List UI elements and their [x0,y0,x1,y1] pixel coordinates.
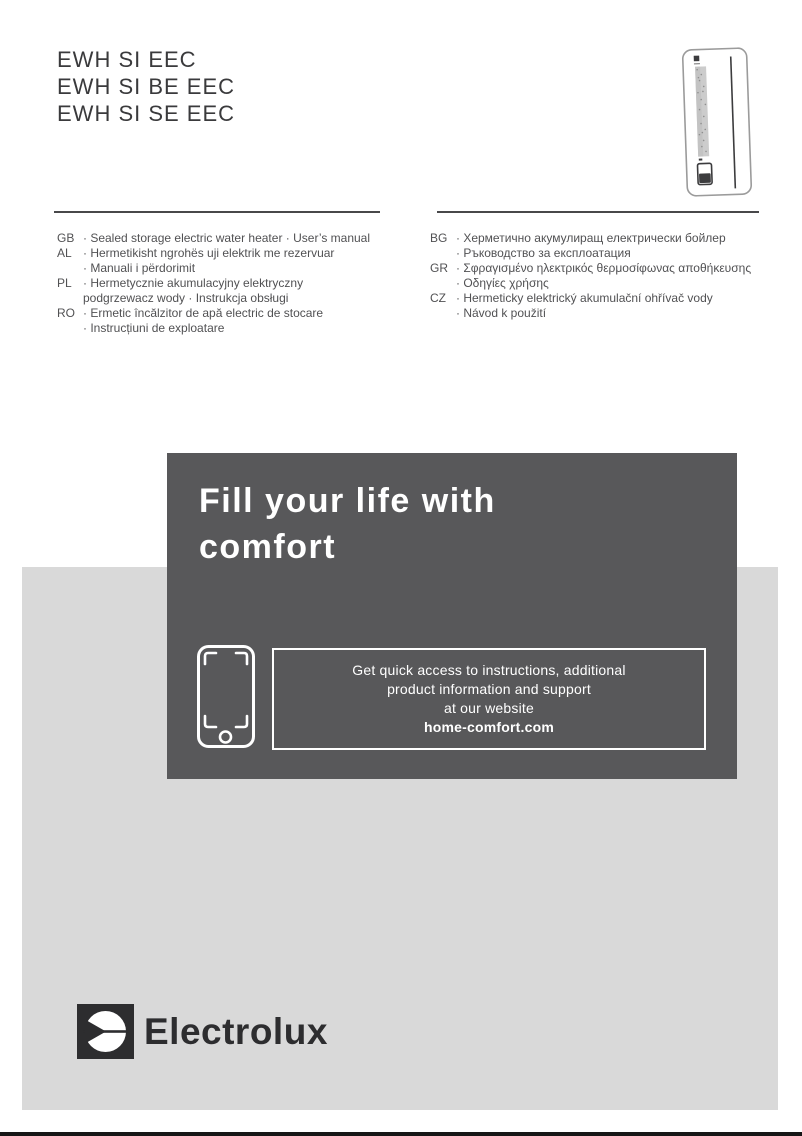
banner-heading-line2: comfort [199,528,337,566]
model-title: EWH SI EEC [57,47,197,72]
language-row-cz [430,291,778,321]
language-line: · Hermeticky elektrický akumulační ohřívač vody [456,291,713,305]
water-heater-illustration [678,44,756,205]
info-line: product information and support [387,681,591,697]
language-row-gb [57,231,397,246]
info-line: at our website [444,700,534,716]
language-line: · Hermetycznie akumulacyjny elektryczny [83,276,304,290]
model-title: EWH SI SE EEC [57,101,236,126]
language-line: · Návod k použití [456,306,547,320]
language-row-al [57,246,397,276]
language-code: GR [430,261,448,275]
language-line: · Instrucțiuni de exploatare [83,321,225,335]
language-row-ro [57,306,397,336]
language-code: CZ [430,291,446,305]
banner-heading-line1: Fill your life with [199,482,496,520]
website-link[interactable]: home-comfort.com [424,719,554,735]
language-list-left [57,231,397,336]
phone-scan-icon [197,645,255,748]
language-line: · Ръководство за експлоатация [456,246,631,260]
language-code: RO [57,306,75,320]
language-list-right [430,231,778,321]
language-row-gr [430,261,778,291]
language-code: AL [57,246,72,260]
info-line: Get quick access to instructions, additional [352,662,626,678]
model-title-list [57,46,235,127]
promo-banner [167,453,737,779]
brand-wordmark: Electrolux [144,1010,328,1052]
electrolux-symbol-icon [77,1004,134,1059]
language-line: · Ermetic încălzitor de apă electric de stocare [83,306,324,320]
banner-heading [199,478,496,570]
language-row-pl [57,276,397,306]
language-code: PL [57,276,72,290]
phone-scan-icon [197,645,255,753]
language-line: · Manuali i përdorimit [83,261,196,275]
language-code: BG [430,231,448,245]
language-line: · Σφραγισμένο ηλεκτρικός θερμοσίφωνας αποθήκευσης [456,261,752,275]
model-title: EWH SI BE EEC [57,74,236,99]
language-row-bg [430,231,778,261]
website-info-box [272,648,706,750]
language-line: podgrzewacz wody · Instrukcja obsługi [83,291,289,305]
brand-logo [77,1004,328,1059]
water-heater-icon [678,44,756,200]
footer-bar [0,1132,802,1136]
language-code: GB [57,231,75,245]
divider-left [54,211,380,213]
language-line: · Hermetikisht ngrohës uji elektrik me rezervuar [83,246,335,260]
language-line: · Херметично акумулиращ електрически бойлер [456,231,726,245]
language-line: · Οδηγίες χρήσης [456,276,549,290]
divider-right [437,211,759,213]
language-line: · Sealed storage electric water heater · User’s manual [83,231,371,245]
